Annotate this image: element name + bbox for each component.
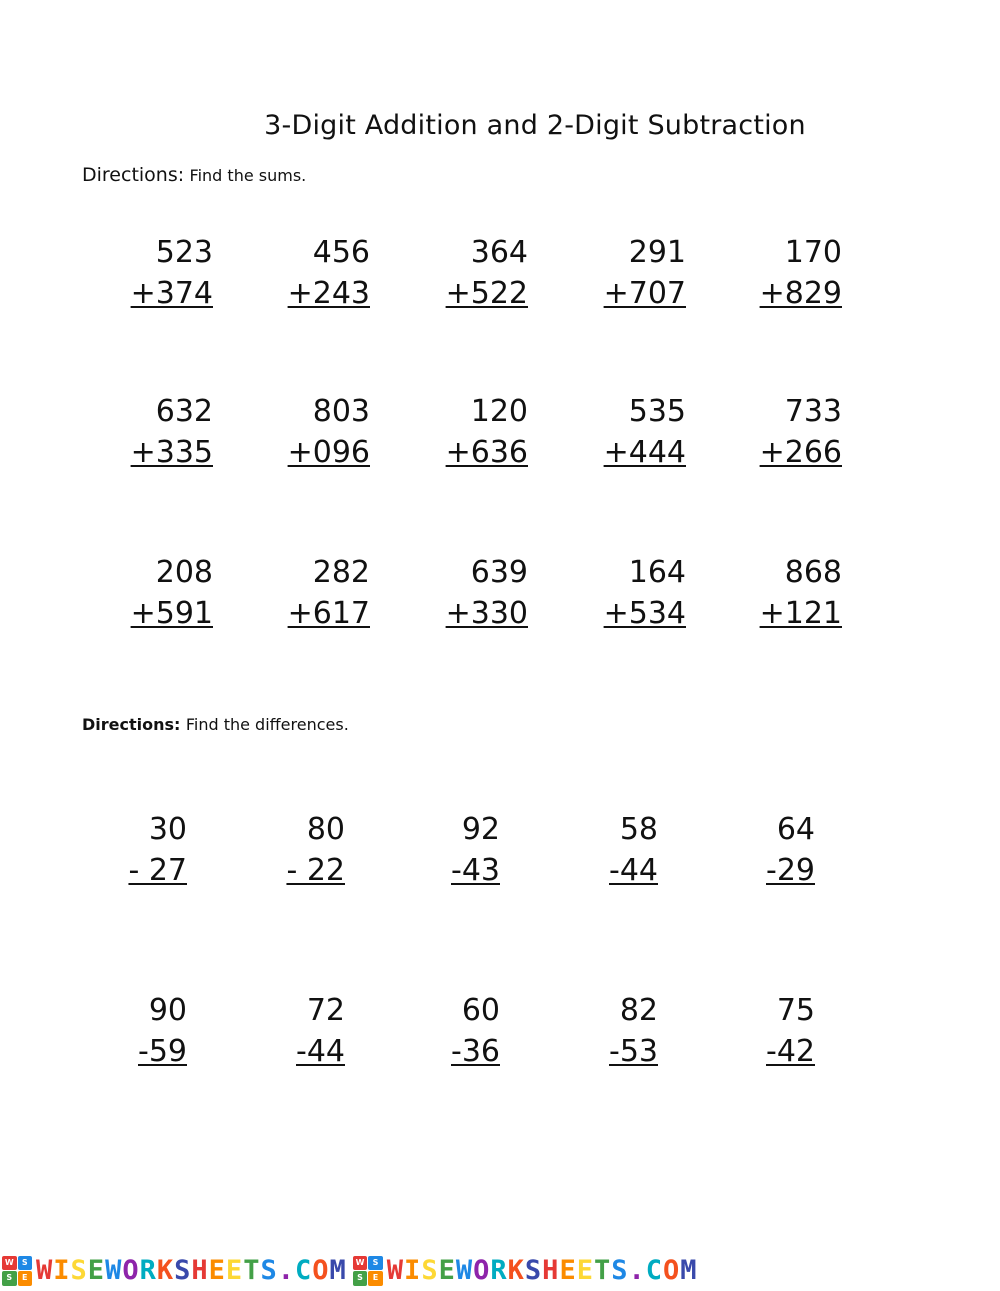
addition-problem xyxy=(130,235,213,311)
problem-bottom-number: +096 xyxy=(287,435,370,470)
addition-problem xyxy=(287,394,370,470)
subtraction-problem xyxy=(296,993,345,1069)
problem-top-number: 639 xyxy=(470,555,528,590)
subtraction-problem xyxy=(138,993,187,1069)
problem-top-number: 282 xyxy=(312,555,370,590)
problem-bottom-number: - 22 xyxy=(286,853,345,888)
problem-bottom-number: +636 xyxy=(445,435,528,470)
subtraction-problem xyxy=(286,812,345,888)
worksheet-title: 3-Digit Addition and 2-Digit Subtraction xyxy=(264,110,806,141)
addition-problem xyxy=(759,394,842,470)
watermark-logo xyxy=(353,1255,698,1286)
problem-bottom-number: +374 xyxy=(130,276,213,311)
subtraction-problem xyxy=(128,812,187,888)
problem-bottom-number: +707 xyxy=(603,276,686,311)
problem-top-number: 868 xyxy=(784,555,842,590)
problem-top-number: 92 xyxy=(461,812,500,847)
problem-bottom-number: +266 xyxy=(759,435,842,470)
subtraction-problem xyxy=(766,993,815,1069)
footer-watermark xyxy=(0,1250,1000,1291)
problem-bottom-number: -29 xyxy=(766,853,815,888)
subtraction-problem xyxy=(766,812,815,888)
addition-directions xyxy=(82,164,306,186)
addition-problem xyxy=(445,555,528,631)
problem-top-number: 803 xyxy=(312,394,370,429)
problem-bottom-number: -44 xyxy=(609,853,658,888)
problem-top-number: 58 xyxy=(619,812,658,847)
problem-top-number: 364 xyxy=(470,235,528,270)
watermark-logo xyxy=(2,1255,347,1286)
addition-problem xyxy=(603,555,686,631)
problem-top-number: 64 xyxy=(776,812,815,847)
addition-problem xyxy=(759,235,842,311)
problem-top-number: 291 xyxy=(628,235,686,270)
addition-problem xyxy=(287,235,370,311)
problem-bottom-number: +243 xyxy=(287,276,370,311)
directions-text: Find the differences. xyxy=(185,715,349,734)
addition-problem xyxy=(130,555,213,631)
addition-problem xyxy=(759,555,842,631)
problem-top-number: 164 xyxy=(628,555,686,590)
problem-bottom-number: -36 xyxy=(451,1034,500,1069)
problem-top-number: 30 xyxy=(148,812,187,847)
problem-top-number: 60 xyxy=(461,993,500,1028)
problem-bottom-number: -59 xyxy=(138,1034,187,1069)
problem-top-number: 72 xyxy=(306,993,345,1028)
wise-logo-icon: W S S E xyxy=(353,1256,383,1286)
wise-logo-icon: W S S E xyxy=(2,1256,32,1286)
problem-bottom-number: +522 xyxy=(445,276,528,311)
problem-bottom-number: +335 xyxy=(130,435,213,470)
problem-bottom-number: -42 xyxy=(766,1034,815,1069)
watermark-text: W I S E W O R K S H E E T S . C O M xyxy=(36,1255,347,1286)
subtraction-problem xyxy=(451,993,500,1069)
problem-top-number: 208 xyxy=(155,555,213,590)
problem-bottom-number: +444 xyxy=(603,435,686,470)
problem-top-number: 456 xyxy=(312,235,370,270)
addition-problem xyxy=(603,235,686,311)
subtraction-problem xyxy=(451,812,500,888)
addition-problem xyxy=(130,394,213,470)
problem-bottom-number: -43 xyxy=(451,853,500,888)
addition-problem xyxy=(445,235,528,311)
watermark-text: W I S E W O R K S H E E T S . C O M xyxy=(386,1255,698,1286)
problem-top-number: 80 xyxy=(306,812,345,847)
problem-top-number: 90 xyxy=(148,993,187,1028)
problem-bottom-number: +829 xyxy=(759,276,842,311)
problem-top-number: 82 xyxy=(619,993,658,1028)
problem-top-number: 535 xyxy=(628,394,686,429)
problem-top-number: 523 xyxy=(155,235,213,270)
problem-bottom-number: -44 xyxy=(296,1034,345,1069)
addition-problem xyxy=(603,394,686,470)
problem-bottom-number: +534 xyxy=(603,596,686,631)
problem-bottom-number: -53 xyxy=(609,1034,658,1069)
problem-top-number: 632 xyxy=(155,394,213,429)
problem-bottom-number: +121 xyxy=(759,596,842,631)
subtraction-problem xyxy=(609,993,658,1069)
problem-bottom-number: +591 xyxy=(130,596,213,631)
problem-bottom-number: +330 xyxy=(445,596,528,631)
problem-top-number: 733 xyxy=(784,394,842,429)
problem-bottom-number: +617 xyxy=(287,596,370,631)
problem-bottom-number: - 27 xyxy=(128,853,187,888)
addition-problem xyxy=(445,394,528,470)
addition-problem xyxy=(287,555,370,631)
subtraction-directions xyxy=(82,715,349,735)
subtraction-problem xyxy=(609,812,658,888)
directions-label: Directions: xyxy=(82,164,185,186)
problem-top-number: 120 xyxy=(470,394,528,429)
problem-top-number: 170 xyxy=(784,235,842,270)
problem-top-number: 75 xyxy=(776,993,815,1028)
directions-label: Directions: xyxy=(82,715,181,734)
directions-text: Find the sums. xyxy=(189,166,307,185)
